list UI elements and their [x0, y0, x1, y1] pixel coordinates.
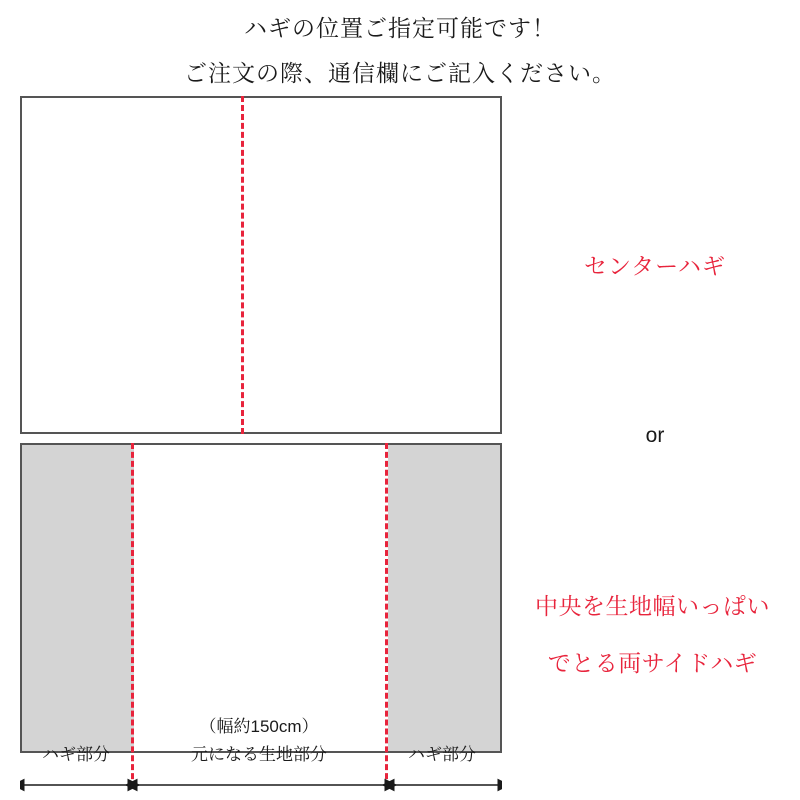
- side-panel-right: [388, 445, 500, 751]
- both-side-seams-diagram: [20, 443, 502, 753]
- center-seam-dashed-line: [241, 96, 244, 434]
- dimension-arrows: [20, 778, 502, 792]
- hagi-label-right: ハギ部分: [408, 745, 476, 764]
- right-seam-dashed-line: [385, 443, 388, 788]
- heading-line-1: ハギの位置ご指定可能です！: [244, 15, 556, 41]
- hagi-label-left: ハギ部分: [42, 745, 110, 764]
- annotation-center-hagi: センターハギ: [584, 253, 726, 279]
- base-fabric-label: 元になる生地部分: [191, 745, 327, 764]
- annotation-side-hagi-line-1: 中央を生地幅いっぱい: [535, 593, 770, 619]
- annotation-side-hagi-line-2: でとる両サイドハギ: [547, 650, 758, 676]
- fabric-width-label: （幅約150cm）: [199, 717, 319, 736]
- heading-line-2: ご注文の際、通信欄にご記入ください。: [184, 60, 616, 86]
- annotation-or: or: [645, 424, 665, 447]
- side-panel-left: [22, 445, 134, 751]
- center-seam-diagram: [20, 96, 502, 434]
